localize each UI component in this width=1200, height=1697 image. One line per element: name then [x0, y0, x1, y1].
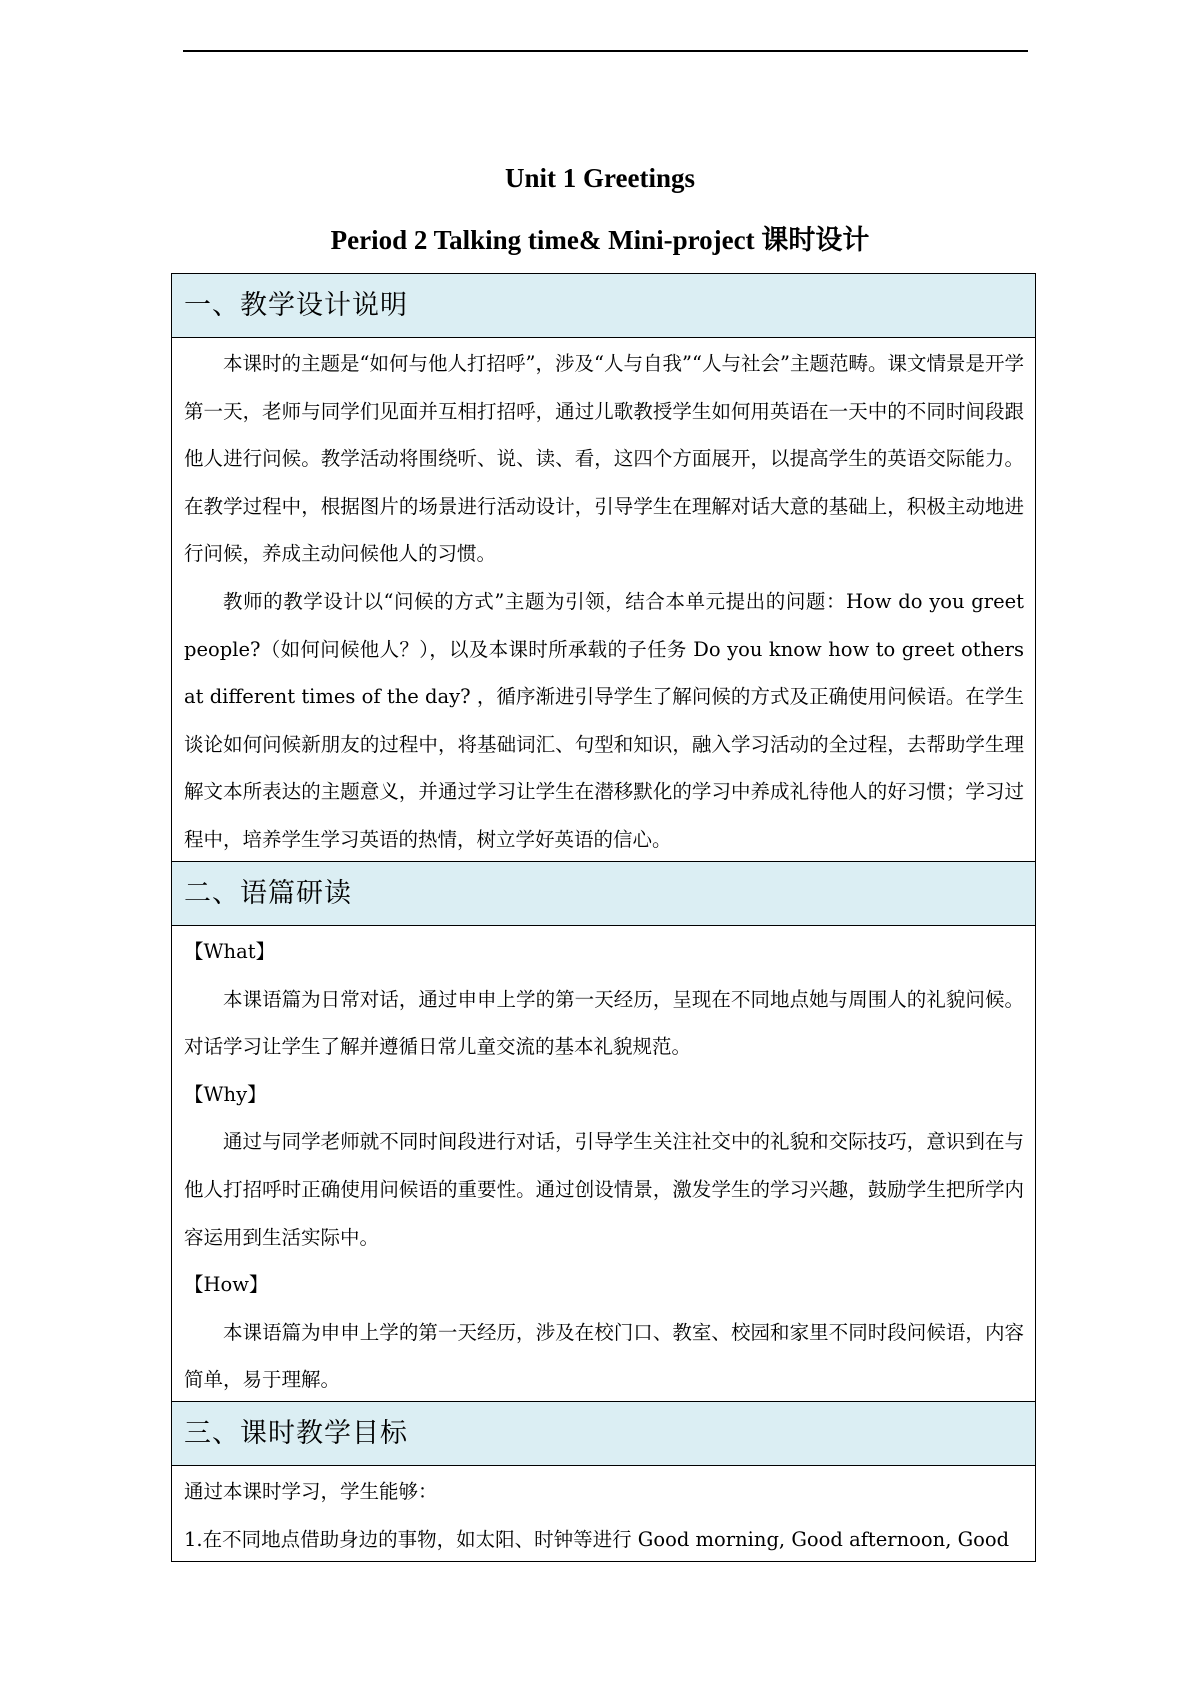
section-body-objectives — [172, 1466, 1035, 1561]
why-paragraph: 通过与同学老师就不同时间段进行对话，引导学生关注社交中的礼貌和交际技巧，意识到在与他人打招呼时正确使用问候语的重要性。通过创设情景，激发学生的学习兴趣，鼓励学生把所学内容运用到生活实际中。 — [184, 1130, 1024, 1249]
section-heading-design-notes: 一、教学设计说明 — [172, 274, 1035, 338]
design-notes-paragraph-1: 本课时的主题是“如何与他人打招呼”，涉及“人与自我”“人与社会”主题范畴。课文情景是开学第一天，老师与同学们见面并互相打招呼，通过儿歌教授学生如何用英语在一天中的不同时间段跟他人进行问候。教学活动将围绕听、说、读、看，这四个方面展开，以提高学生的英语交际能力。在教学过程中，根据图片的场景进行活动设计，引导学生在理解对话大意的基础上，积极主动地进行问候，养成主动问候他人的习惯。 — [184, 352, 1024, 566]
unit-title: Unit 1 Greetings — [505, 163, 695, 193]
section-heading-text-analysis: 二、语篇研读 — [172, 862, 1035, 926]
why-label: 【Why】 — [184, 1082, 267, 1106]
design-notes-paragraph-2: 教师的教学设计以“问候的方式”主题为引领，结合本单元提出的问题：How do you greet people?（如何问候他人？），以及本课时所承载的子任务 Do you know how to greet others at different times of the day? ，循序渐进引导学生了解问候的方式及正确使用问候语。在学生谈论如何问候新朋友的过程中，将基础词汇、句型和知识，融入学习活动的全过程，去帮助学生理解文本所表达的主题意义，并通过学习让学生在潜移默化的学习中养成礼待他人的好习惯；学习过程中，培养学生学习英语的热情，树立学好英语的信心。 — [184, 589, 1024, 851]
what-label: 【What】 — [184, 940, 276, 963]
what-paragraph: 本课语篇为日常对话，通过申申上学的第一天经历，呈现在不同地点她与周围人的礼貌问候。对话学习让学生了解并遵循日常儿童交流的基本礼貌规范。 — [184, 987, 1024, 1059]
header-rule — [183, 50, 1028, 52]
objectives-intro: 通过本课时学习，学生能够： — [184, 1480, 438, 1503]
period-title: Period 2 Talking time& Mini-project 课时设计 — [330, 225, 870, 255]
lesson-design-table — [171, 273, 1036, 1562]
how-label: 【How】 — [184, 1273, 269, 1297]
section-body-text-analysis — [172, 926, 1035, 1402]
section-heading-objectives: 三、课时教学目标 — [172, 1402, 1035, 1466]
objective-item-1: 1.在不同地点借助身边的事物，如太阳、时钟等进行 Good morning, Good afternoon, Good — [184, 1527, 1010, 1551]
section-body-design-notes — [172, 338, 1035, 862]
how-paragraph: 本课语篇为申申上学的第一天经历，涉及在校门口、教室、校园和家里不同时段问候语，内容简单，易于理解。 — [184, 1320, 1024, 1392]
